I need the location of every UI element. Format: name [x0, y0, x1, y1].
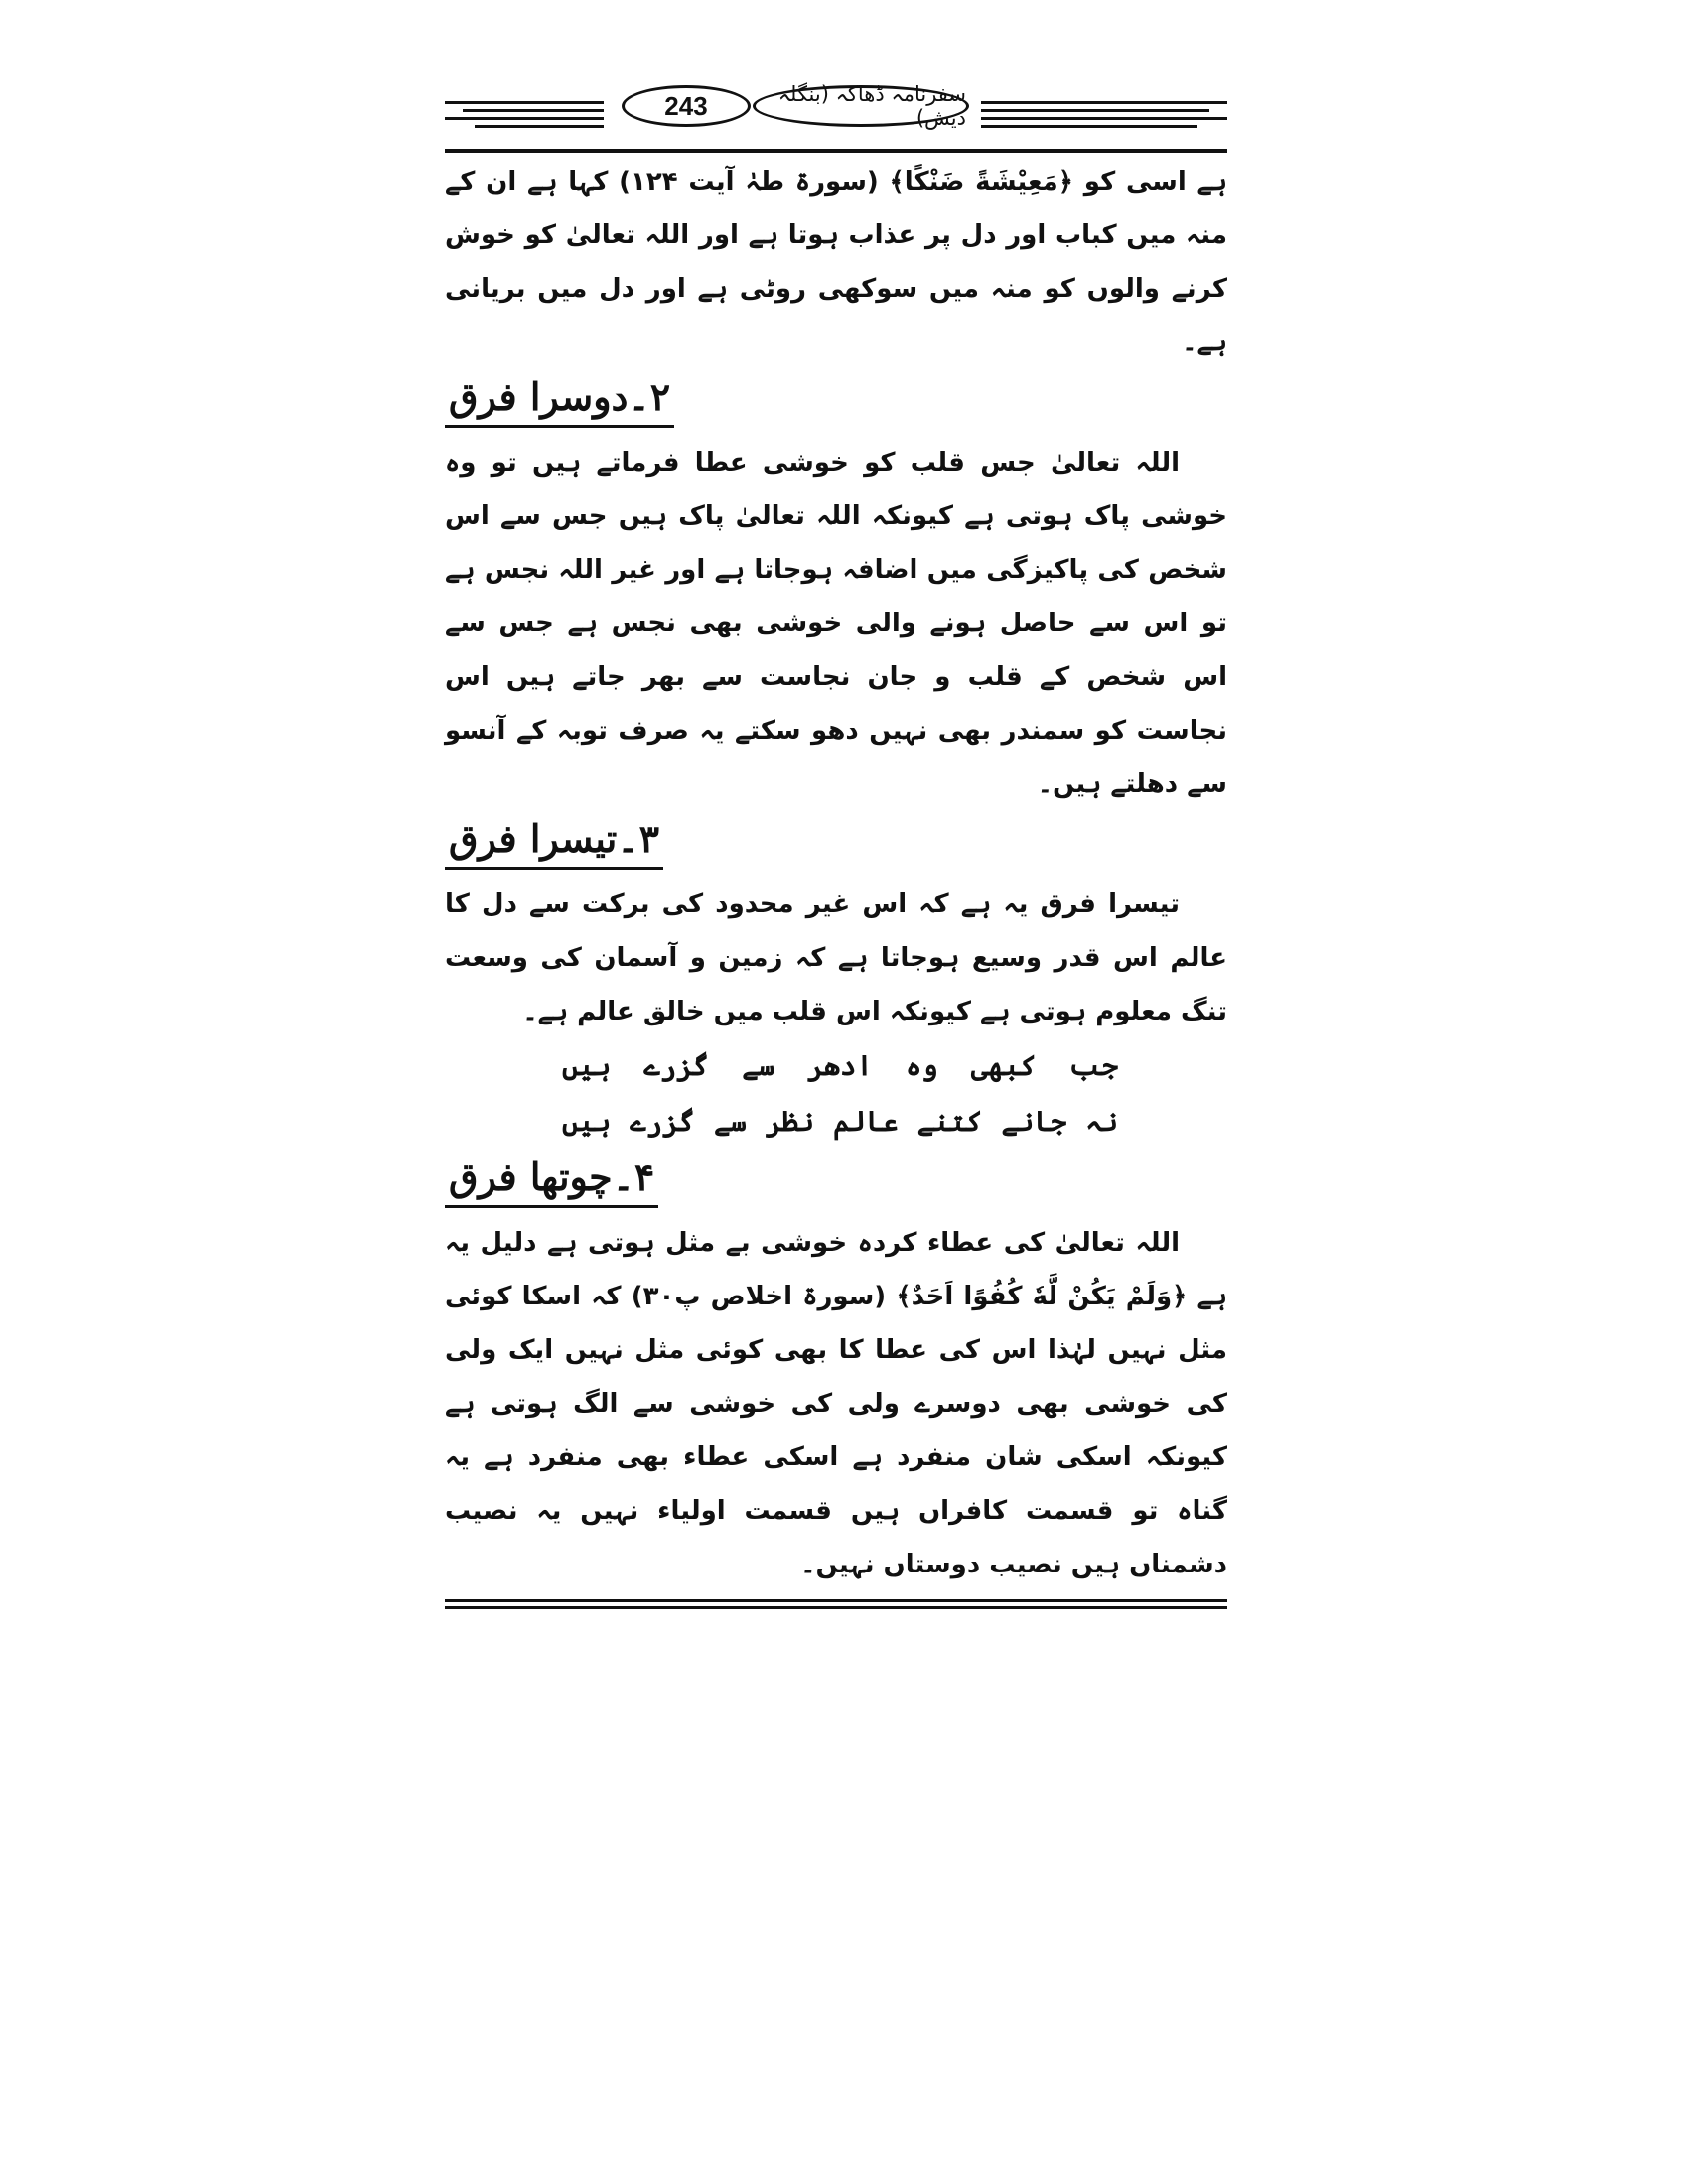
intro-paragraph: ہے اسی کو ﴿مَعِيْشَةً ضَنْكًا﴾ (سورۃ طہٰ آیت ۱۲۴) کہا ہے ان کے منہ میں کباب اور دل پر عذاب ہوتا ہے اور اللہ تعالیٰ کو خوش کرنے والوں کو منہ میں سوکھی روٹی ہے اور دل میں بریانی ہے۔ [445, 167, 1227, 357]
section-3-paragraph: تیسرا فرق یہ ہے کہ اس غیر محدود کی برکت سے دل کا عالم اس قدر وسیع ہوجاتا ہے کہ زمین و آسمان کی وسعت تنگ معلوم ہوتی ہے کیونکہ اس قلب میں خالق عالم ہے۔ [445, 889, 1227, 1026]
footer-double-rule [445, 1599, 1227, 1609]
poem-line-1: جب کبھی وہ ادھر سے گزرے ہیں [562, 1049, 1118, 1082]
header-rule [445, 149, 1227, 153]
section-4-paragraph: اللہ تعالیٰ کی عطاء کردہ خوشی بے مثل ہوتی ہے دلیل یہ ہے ﴿وَلَمْ يَكُنْ لَّهٗ كُفُوًا اَحَدٌ﴾ (سورۃ اخلاص پ۳۰) کہ اسکا کوئی مثل نہیں لہٰذا اس کی عطا کا بھی کوئی مثل نہیں ایک ولی کی خوشی بھی دوسرے ولی کی خوشی سے الگ ہوتی ہے کیونکہ اسکی شان منفرد ہے اسکی عطاء بھی منفرد ہے یہ گناہ تو قسمت کافراں ہیں قسمت اولیاء نہیں یہ نصیب دشمناں ہیں نصیب دوستاں نہیں۔ [445, 1228, 1228, 1579]
section-3-heading [445, 813, 1227, 870]
section-2-heading-text: ۲۔دوسرا فرق [445, 371, 674, 428]
page-content [445, 155, 1227, 1591]
poem-couplet [562, 1038, 1118, 1150]
section-2-paragraph: اللہ تعالیٰ جس قلب کو خوشی عطا فرماتے ہیں تو وہ خوشی پاک ہوتی ہے کیونکہ اللہ تعالیٰ پاک ہیں جس سے اس شخص کی پاکیزگی میں اضافہ ہوجاتا ہے اور غیر اللہ نجس ہے تو اس سے حاصل ہونے والی خوشی بھی نجس ہے جس سے اس شخص کے قلب و جان نجاست سے بھر جاتے ہیں اس نجاست کو سمندر بھی نہیں دھو سکتے یہ صرف توبہ کے آنسو سے دھلتے ہیں۔ [445, 448, 1227, 799]
page-header [445, 79, 1227, 145]
page-number: 243 [622, 85, 751, 127]
running-title: سفرنامہ ڈھاکہ (بنگلہ دیش) [753, 85, 969, 127]
poem-line-2: نہ جانے کتنے عالم نظر سے گزرے ہیں [562, 1105, 1118, 1138]
section-4-heading-text: ۴۔چوتھا فرق [445, 1152, 658, 1208]
book-page [445, 79, 1227, 1609]
section-4-heading [445, 1152, 1227, 1208]
section-3-heading-text: ۳۔تیسرا فرق [445, 813, 663, 870]
section-2-heading [445, 371, 1227, 428]
